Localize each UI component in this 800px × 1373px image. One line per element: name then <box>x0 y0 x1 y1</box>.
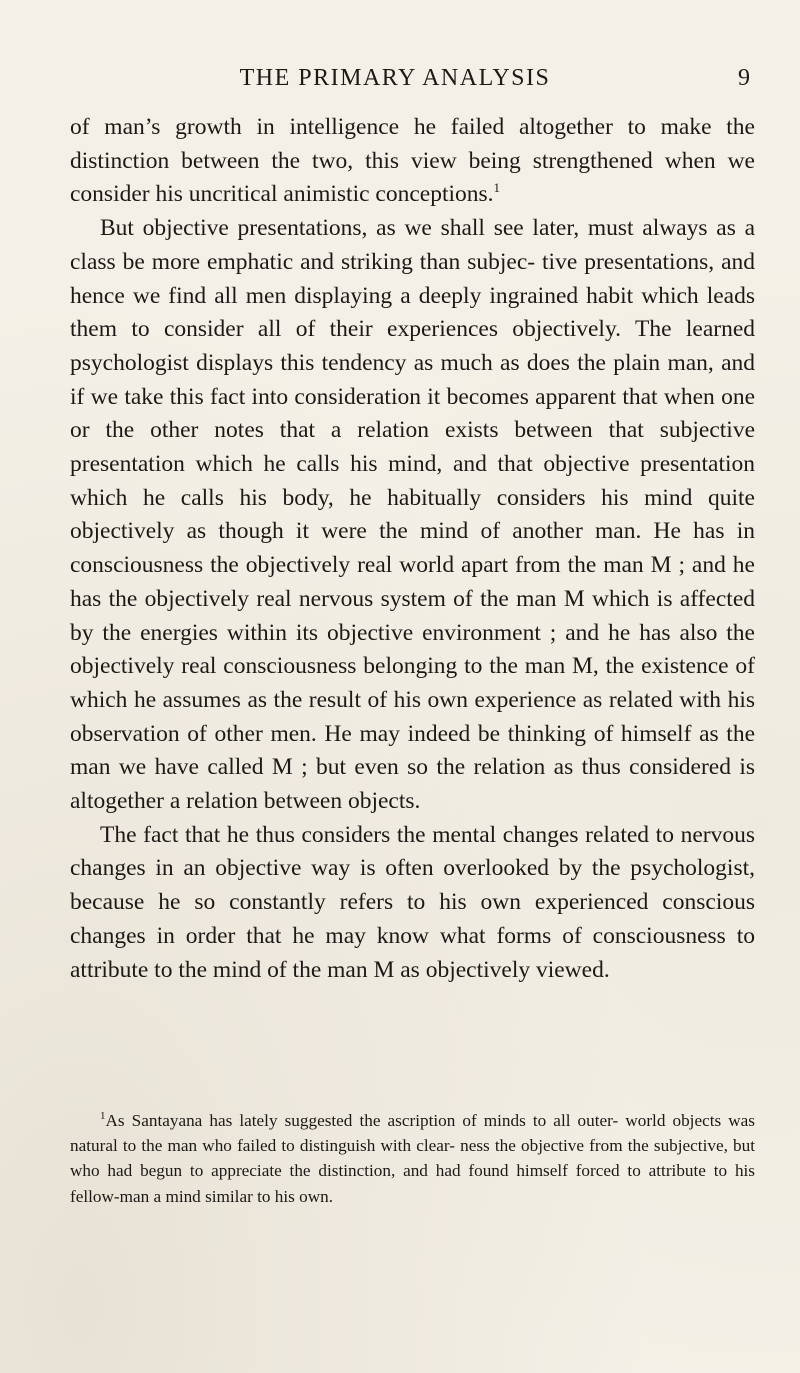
body-text <box>70 111 755 987</box>
paragraph-2: But objective presentations, as we shall see later, must always as a class be more emphatic and striking than subjec- tive presentations, and hence we find all men displaying a deeply ingrained habit which leads them to consider all of their experiences objectively. The learned psychologist displays this tendency as much as does the plain man, and if we take this fact into consideration it becomes apparent that when one or the other notes that a relation exists between that subjective presentation which he calls his mind, and that objective presentation which he calls his body, he habitually considers his mind quite objectively as though it were the mind of another man. He has in consciousness the objectively real world apart from the man M ; and he has the objectively real nervous system of the man M which is affected by the energies within its objective environment ; and he has also the objectively real consciousness belonging to the man M, the existence of which he assumes as the result of his own experience as related with his observation of other men. He may indeed be thinking of himself as the man we have called M ; but even so the relation as thus considered is altogether a relation between objects. <box>70 215 755 815</box>
running-head <box>0 60 800 96</box>
footnote-text: As Santayana has lately suggested the ascription of minds to all outer- world objects was natural to the man who failed to distinguish with clear- ness the objective from the subjective, but who had begun to appreciate the distinction, and had found himself forced to attribute to his fellow-man a mind similar to his own. <box>70 1111 755 1206</box>
page-number: 9 <box>738 65 750 91</box>
footnote-reference: 1 <box>493 180 501 196</box>
paragraph-1-text: of man’s growth in intelligence he failed altogether to make the distinction between the two, this view being strengthened when we consider his uncritical animistic conceptions. <box>70 114 755 208</box>
paragraph-3: The fact that he thus considers the mental changes related to nervous changes in an objective way is often overlooked by the psychologist, because he so constantly refers to his own experienced conscious changes in order that he may know what forms of consciousness to attribute to the mind of the man M as objectively viewed. <box>70 821 755 983</box>
footnote-mark: 1 <box>100 1110 106 1122</box>
footnote <box>70 1108 755 1209</box>
running-head-title: THE PRIMARY ANALYSIS <box>239 65 551 91</box>
paragraph-1 <box>70 111 755 212</box>
